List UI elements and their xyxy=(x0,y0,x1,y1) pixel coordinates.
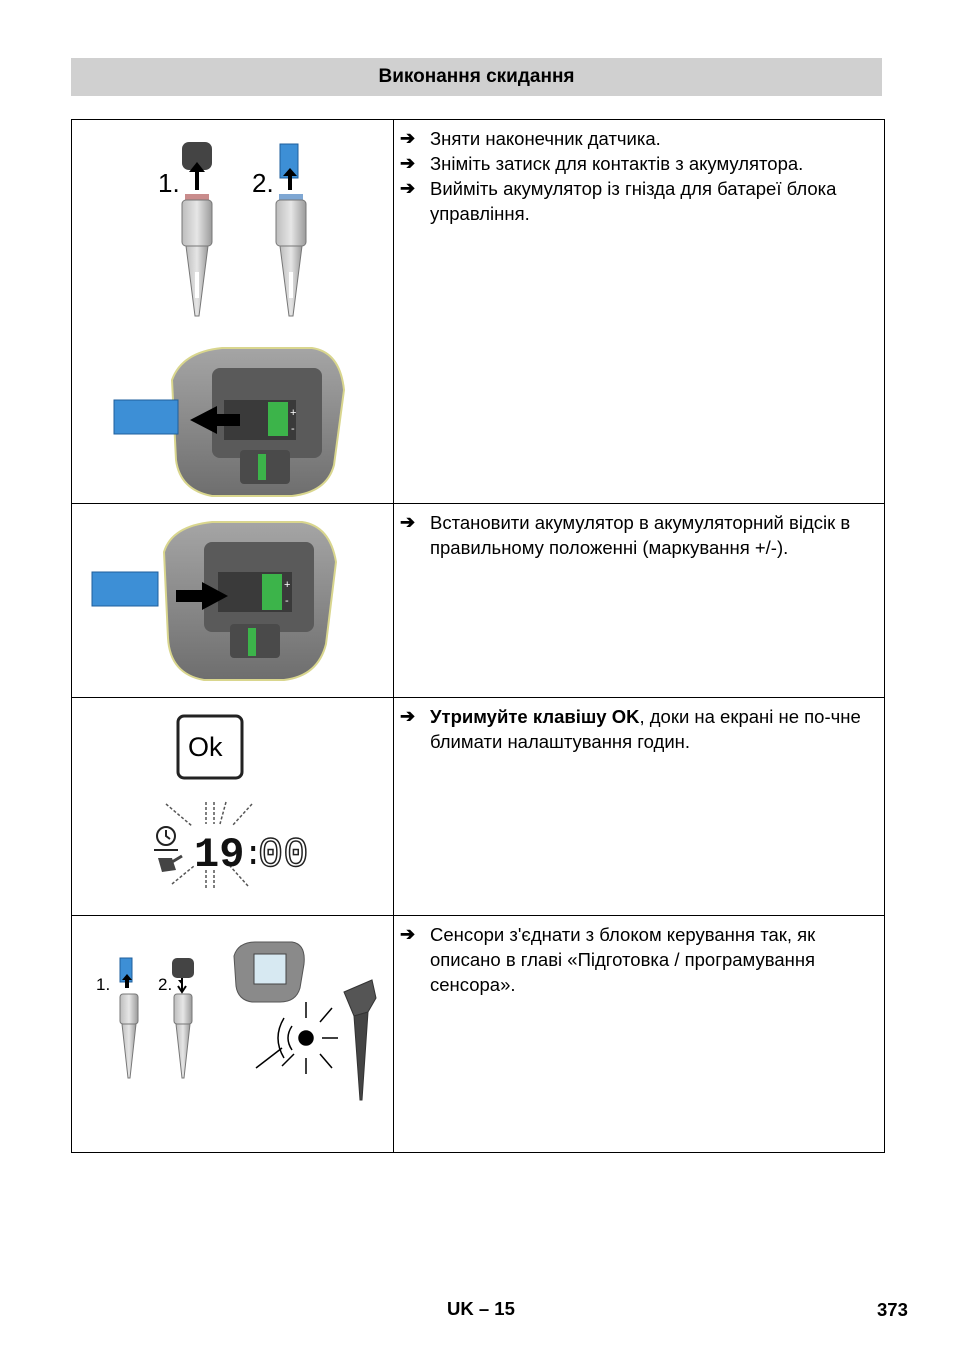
sensor-icon xyxy=(172,958,194,1078)
clock-minutes: 00 xyxy=(258,831,309,879)
section-title: Виконання скидання xyxy=(71,58,882,96)
step-4-illustration xyxy=(72,916,394,1153)
battery-minus: - xyxy=(291,423,295,435)
instruction-item: ➔ Сенсори з'єднати з блоком керування так, як описано в главі «Підготовка / програмування сенсора». xyxy=(400,924,816,995)
page-number: 373 xyxy=(877,1299,908,1320)
instruction-item: ➔ Зняти наконечник датчика. xyxy=(400,128,661,149)
step-1-instructions xyxy=(394,120,885,504)
sensor-icon xyxy=(182,142,212,316)
step-2-illustration xyxy=(72,504,394,698)
battery-icon xyxy=(92,572,158,606)
clock-hours: 19 xyxy=(194,831,245,879)
label-1: 1. xyxy=(96,975,111,994)
signal-icon xyxy=(256,1002,338,1074)
arrow-right-icon: ➔ xyxy=(400,178,416,198)
label-2: 2. xyxy=(252,168,274,198)
step-3-instructions xyxy=(394,698,885,916)
clock-colon: : xyxy=(243,837,264,875)
step-4-instructions xyxy=(394,916,885,1153)
footer-section-label: UK – 15 xyxy=(447,1298,515,1319)
instruction-item: ➔ Зніміть затиск для контактів з акумулятора. xyxy=(400,153,804,174)
step-row-1 xyxy=(72,120,885,504)
step-row-2 xyxy=(72,504,885,698)
step-3-illustration xyxy=(72,698,394,916)
step-row-3 xyxy=(72,698,885,916)
battery-plus: + xyxy=(284,579,291,591)
arrow-right-icon: ➔ xyxy=(400,153,416,173)
label-2: 2. xyxy=(158,975,173,994)
label-1: 1. xyxy=(158,168,180,198)
arrow-right-icon: ➔ xyxy=(400,128,416,148)
control-unit-icon xyxy=(234,942,304,1002)
watering-can-icon xyxy=(158,856,182,872)
instruction-item: ➔ Встановити акумулятор в акумуляторний відсік в правильному положенні (маркування +/-). xyxy=(400,512,851,558)
clock-icon xyxy=(154,827,178,850)
sensor-icon xyxy=(344,980,376,1100)
steps-table xyxy=(71,119,885,1153)
instruction-item: ➔ Вийміть акумулятор із гнізда для батареї блока управління. xyxy=(400,178,837,224)
battery-minus: - xyxy=(285,595,289,607)
arrow-right-icon: ➔ xyxy=(400,706,416,726)
arrow-right-icon: ➔ xyxy=(400,924,416,944)
battery-icon xyxy=(114,400,178,434)
arrow-right-icon: ➔ xyxy=(400,512,416,532)
battery-plus: + xyxy=(290,407,297,419)
ok-key-label: Ok xyxy=(188,732,223,762)
instruction-item: ➔ Утримуйте клавішу OK, доки на екрані не по-чне блимати налаштування годин. xyxy=(400,706,861,752)
sensor-icon xyxy=(120,958,138,1078)
sensor-icon xyxy=(276,144,306,316)
ok-key-icon xyxy=(178,716,242,778)
step-2-instructions xyxy=(394,504,885,698)
step-row-4 xyxy=(72,916,885,1153)
step-1-illustration xyxy=(72,120,394,504)
